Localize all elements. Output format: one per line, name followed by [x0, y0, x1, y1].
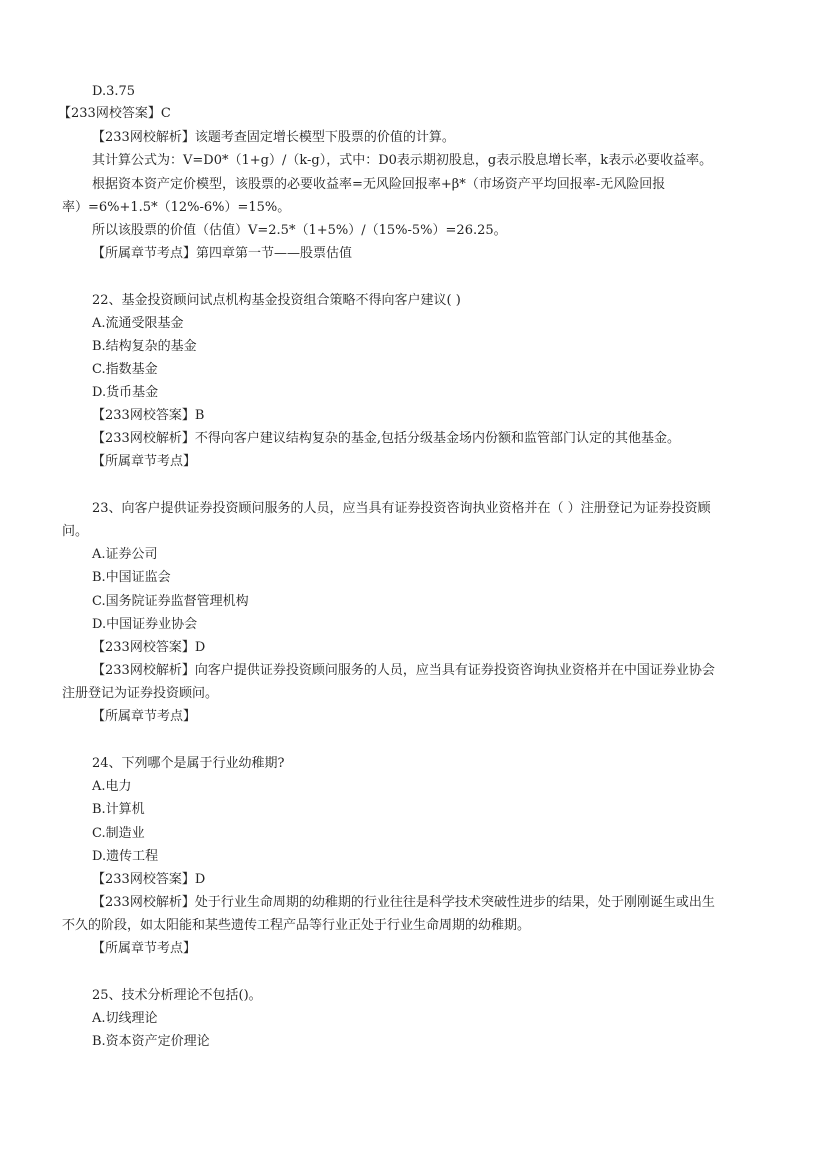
q23-option-a: A.证券公司: [92, 547, 158, 562]
q25-question: 25、技术分析理论不包括()。: [92, 988, 262, 1003]
q24-analysis-cont: 不久的阶段，如太阳能和某些遗传工程产品等行业正处于行业生命周期的幼稚期。: [62, 918, 531, 933]
q24-option-c: C.制造业: [92, 826, 145, 841]
q21-chapter: 【所属章节考点】第四章第一节——股票估值: [92, 246, 353, 261]
q22-analysis: 【233网校解析】不得向客户建议结构复杂的基金,包括分级基金场内份额和监管部门认定的其他基金。: [92, 431, 680, 446]
q21-answer: 【233网校答案】C: [58, 106, 171, 121]
q21-analysis-line: 根据资本资产定价模型，该股票的必要收益率=无风险回报率+β*（市场资产平均回报率-无风险回报: [92, 177, 666, 192]
q24-answer: 【233网校答案】D: [92, 872, 206, 887]
q22-question: 22、基金投资顾问试点机构基金投资组合策略不得向客户建议( ): [92, 293, 461, 308]
q24-question: 24、下列哪个是属于行业幼稚期?: [92, 756, 285, 771]
q24-analysis: 【233网校解析】处于行业生命周期的幼稚期的行业往往是科学技术突破性进步的结果，处于刚刚诞生或出生: [92, 895, 715, 910]
q21-analysis-line: 【233网校解析】该题考查固定增长模型下股票的价值的计算。: [92, 130, 455, 145]
q22-chapter: 【所属章节考点】: [92, 454, 197, 469]
q23-answer: 【233网校答案】D: [92, 640, 206, 655]
q22-answer: 【233网校答案】B: [92, 408, 205, 423]
q21-analysis-line: 所以该股票的价值（估值）V=2.5*（1+5%）/（15%-5%）=26.25。: [92, 223, 507, 238]
q24-option-b: B.计算机: [92, 802, 145, 817]
q23-option-d: D.中国证券业协会: [92, 617, 198, 632]
q25-option-b: B.资本资产定价理论: [92, 1034, 210, 1049]
q25-option-a: A.切线理论: [92, 1011, 158, 1026]
q23-option-c: C.国务院证券监督管理机构: [92, 594, 249, 609]
q23-option-b: B.中国证监会: [92, 570, 171, 585]
q22-option-a: A.流通受限基金: [92, 316, 184, 331]
q24-option-d: D.遗传工程: [92, 849, 159, 864]
q23-chapter: 【所属章节考点】: [92, 709, 197, 724]
q21-analysis-line: 率）=6%+1.5*（12%-6%）=15%。: [62, 200, 291, 215]
q23-question: 23、向客户提供证券投资顾问服务的人员，应当具有证券投资咨询执业资格并在（ ）注册登记为证券投资顾: [92, 501, 711, 516]
q22-option-c: C.指数基金: [92, 362, 158, 377]
q23-analysis: 【233网校解析】向客户提供证券投资顾问服务的人员，应当具有证券投资咨询执业资格并在中国证券业协会: [92, 663, 715, 678]
q21-option-d: D.3.75: [92, 84, 136, 99]
q22-option-d: D.货币基金: [92, 385, 159, 400]
q22-option-b: B.结构复杂的基金: [92, 339, 197, 354]
q23-question-cont: 问。: [62, 524, 89, 539]
q23-analysis-cont: 注册登记为证券投资顾问。: [62, 686, 219, 701]
q24-option-a: A.电力: [92, 779, 132, 794]
q21-analysis-line: 其计算公式为：V=D0*（1+g）/（k-g），式中：D0表示期初股息，g表示股息增长率，k表示必要收益率。: [92, 153, 713, 168]
q24-chapter: 【所属章节考点】: [92, 941, 197, 956]
